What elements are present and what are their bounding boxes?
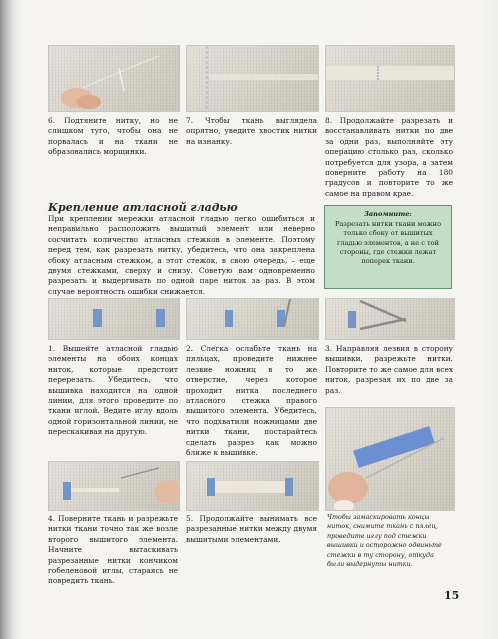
section-heading: Крепление атласной гладью [48, 201, 238, 214]
step-7-text: 7. Чтобы ткань выглядела опрятно, уведите хвостик нитки на изнанку. [186, 116, 317, 146]
note-title: Запомните: [364, 210, 412, 218]
scissors-cut-threads-illustration [326, 299, 454, 339]
step-8-text: 8. Продолжайте разрезать и восстанавливать нитки по две за одни раз, выполняйте эту операцию столько раз, сколько потребуется для узора, а затем поверните работу на 180 градусов и повторите то же самое на правом крае. [325, 116, 453, 198]
drawn-threads-illustration [187, 462, 318, 510]
page-number: 15 [444, 589, 460, 602]
note-box [324, 205, 452, 289]
photo-step-5 [186, 461, 319, 511]
photo-caption: Чтобы замаскировать концы ниток, снимите ткань с пялец, проведите иглу под стежки вышивки и осторожно одвиньте стежки в ту сторону, откуда были выдернуты нитки. [327, 513, 442, 569]
hand-stitching-illustration [326, 408, 454, 510]
step-4-text: 4. Поверните ткань и разрежьте нитки ткани точно так же возле второго вышитого элемента. Начните вытаскивать разрезанные нитки кончиком гобеленовой иглы, стараясь не повредить ткань. [48, 514, 178, 586]
photo-step-7 [186, 45, 319, 112]
satin-stitch-blocks-illustration [49, 299, 179, 339]
photo-step-3 [325, 298, 455, 340]
photo-masking-ends [325, 407, 455, 511]
photo-step-1 [48, 298, 180, 340]
section-body: При креплении мережки атласной гладью легко ошибиться и неправильно расположить вышитый элемент или неверно сосчитать количество атласных стежков в элементе. Поэтому перед тем, как разрезать нитку, убедитесь, что она закреплена сбоку атласным стежком, а этот стежок, в свою очередь, – еще двумя стежками, сверху и снизу. Советую вам одновременно разрезать и выдергивать по одной паре ниток за раз. В этом случае вероятность ошибки снижается. [48, 214, 315, 296]
step-3-text: 3. Направляя лезвия в сторону вышивки, разрежьте нитки. Повторите то же самое для всех ниток, разрезая их по две за раз. [325, 344, 453, 395]
step-6-text: 6. Подтяните нитку, но не слишком туго, чтобы она не порвалась и на ткани не образовались морщинки. [48, 116, 178, 157]
step-2-text: 2. Слегка ослабьте ткань на пяльцах, проведите нижнее лезвие ножниц в то же отверстие, через которое проходит нитка последнего атласного стежка правого вышитого элемента. Убедитесь, что подхватили ножницами две нитки ткани, постарайтесь сделать разрез как можно ближе к вышивке. [186, 344, 317, 458]
step-1-text: 1. Вышейте атласной гладью элементы на обоих концах ниток, которые предстоит перерезать. Убедитесь, что вышивка находится на одной линии, для этого проведите по ткани иглой. Ведите иглу вдоль одной горизонтальной линии, не перескакивая на другую. [48, 344, 178, 437]
photo-step-6 [48, 45, 180, 112]
step-5-text: 5. Продолжайте вынимать все разрезанные нитки между двумя вышитыми элементами. [186, 514, 317, 544]
needle-removing-threads-illustration [49, 462, 179, 510]
note-text: Разрезать нитки ткани можно только сбоку от вышитых гладью элементов, а не с той стороны, где стежки лежат поперек ткани. [334, 220, 442, 266]
needle-pulling-thread-illustration [49, 46, 179, 111]
photo-step-2 [186, 298, 319, 340]
photo-step-8 [325, 45, 455, 112]
thread-tail-illustration [187, 46, 318, 111]
cut-threads-illustration [326, 46, 454, 111]
photo-step-4 [48, 461, 180, 511]
scissors-cutting-illustration [187, 299, 318, 339]
